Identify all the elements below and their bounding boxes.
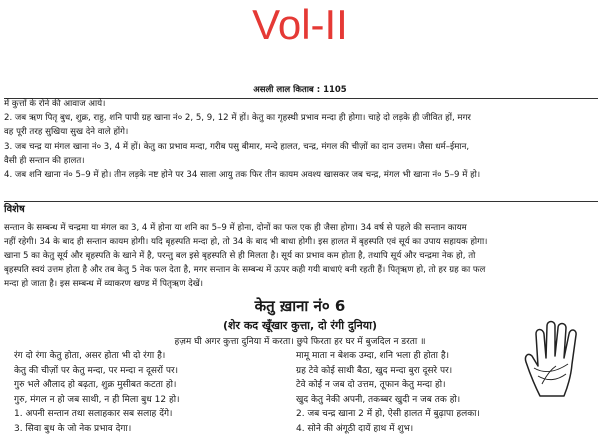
paragraph-line: बृहस्पति स्वयं उत्तम होता है और तब केतु 5 नेक फल देता है, मगर सन्तान के सम्बन्ध में ऊपर कही गयी बाधाएं बनी रहती हैं। पितृऋण हो, तो हर ग्रह का फल	[4, 265, 486, 275]
paragraph-line: सन्तान के सम्बन्ध में चन्द्रमा या मंगल का 3, 4 में होना या शनि का 5–9 में होना, दोनों का फल एक ही जैसा होगा। 34 वर्ष से पहले की सन्तान कायम	[4, 223, 467, 233]
verse-line: मामू माता न बेशक उम्दा, शनि भला ही होता है।	[296, 351, 450, 361]
verse-line: ग्रह टेवे कोई साथी बैठा, खुद मन्दा बुरा दूसरे पर।	[296, 365, 453, 376]
verse-line: 1. अपनी सन्तान तथा सलाहकार सब सलाह देंगे।	[14, 409, 173, 420]
palm-hand-icon	[520, 318, 592, 398]
section-rule	[4, 201, 598, 202]
verses-left-column	[14, 349, 180, 437]
chapter-subtitle: (शेर कद खूँखार कुत्ता, दो रंगी दुनिया)	[223, 319, 377, 332]
running-header: असली लाल किताब : 1105	[253, 85, 347, 95]
verse-line: 3. सिवा बुध के जो नेक प्रभाव देगा।	[14, 423, 132, 434]
verse-line: खुद केतु नेकी अपनी, तकब्बर खुदी न जब तक हो।	[296, 394, 461, 405]
paragraph-line: नहीं रहेगी। 34 के बाद ही सन्तान कायम होगी। यदि बृहस्पति मन्दा हो, तो 34 के बाद भी बाधा होगी। इस हालत में बृहस्पति एवं सूर्य का उपाय सहायक होगा।	[4, 237, 488, 247]
verse-line: 4. सोने की अंगूठी दायें हाथ में शुभ।	[296, 423, 414, 434]
verse-line: गुरु भले औलाद हो बढ़ता, शुक्र मुसीबत कटता हो।	[14, 380, 177, 391]
verse-line: रंग दो रंगा केतु होता, असर होता भी दो रंगा है।	[14, 351, 166, 361]
verse-line: केतु की चीज़ों पर केतु मन्दा, पर मन्दा न दूसरों पर।	[14, 365, 179, 376]
paragraph-line: वैसी ही सन्तान की हालत।	[4, 156, 85, 166]
verse-line: गुरु, मंगल न हो जब साथी, न ही मिला बुध 12 हो।	[14, 394, 180, 405]
verse-line: टेवे कोई न जब दो उत्तम, तूफान केतु मन्दा हो।	[296, 380, 446, 391]
motto: हज़म घी अगर कुत्ता दुनिया में करता। छुपे फिरता हर घर में बुजदिल न डरता ॥	[174, 337, 426, 347]
paragraph-line: 4. जब शनि खाना नं० 5–9 में हो। तीन लड़के नष्ट होने पर 34 साला आयु तक फिर तीन कायम अवश्य खासकर जब चन्द्र, मंगल भी खाना नं० 5–9 में हो।	[4, 170, 481, 180]
paragraph-line: 3. जब चन्द्र या मंगल खाना नं० 3, 4 में हों। केतु का प्रभाव मन्दा, गरीब पसु बीमार, मन्दे हालत, चन्द्र, मंगल की चीज़ों का दान उत्तम। जैसा धर्म–ईमान,	[4, 142, 470, 152]
verses-right-column	[296, 349, 480, 437]
chapter-title: केतु ख़ाना नं० 6	[254, 297, 346, 315]
paragraph-line: खाना 5 का केतु सूर्य और बृहस्पति के खाने में है, परन्तु बल इसे बृहस्पति से ही मिलता है। सूर्य का प्रभाव कम होता है, तथापि सूर्य और चन्द्रमा नेक हो, तो	[4, 251, 476, 261]
paragraph-line: मन्दा हो जाता है। इस सम्बन्ध में व्याकरण खण्ड में पितृऋण देखें।	[4, 279, 204, 289]
section-heading: विशेष	[4, 204, 25, 215]
volume-label: Vol-II	[252, 1, 348, 48]
paragraph-line: वह पूरी तरह सुखिया सुख देने वाले होंगे।	[4, 127, 129, 137]
verse-line: 2. जब चन्द्र खाना 2 में हो, ऐसी हालत में बुढ़ापा हलका।	[296, 409, 480, 420]
paragraph-line: 2. जब ऋण पितृ बुध, शुक्र, राहु, शनि पापी ग्रह खाना नं० 2, 5, 9, 12 में हों। केतु का गृहस्थी प्रभाव मन्दा ही होगा। चाहे दो लड़के ही जीवित हों, मगर	[4, 113, 471, 123]
paragraph-line: में कुत्तों के रोने की आवाज आये।	[4, 99, 106, 109]
